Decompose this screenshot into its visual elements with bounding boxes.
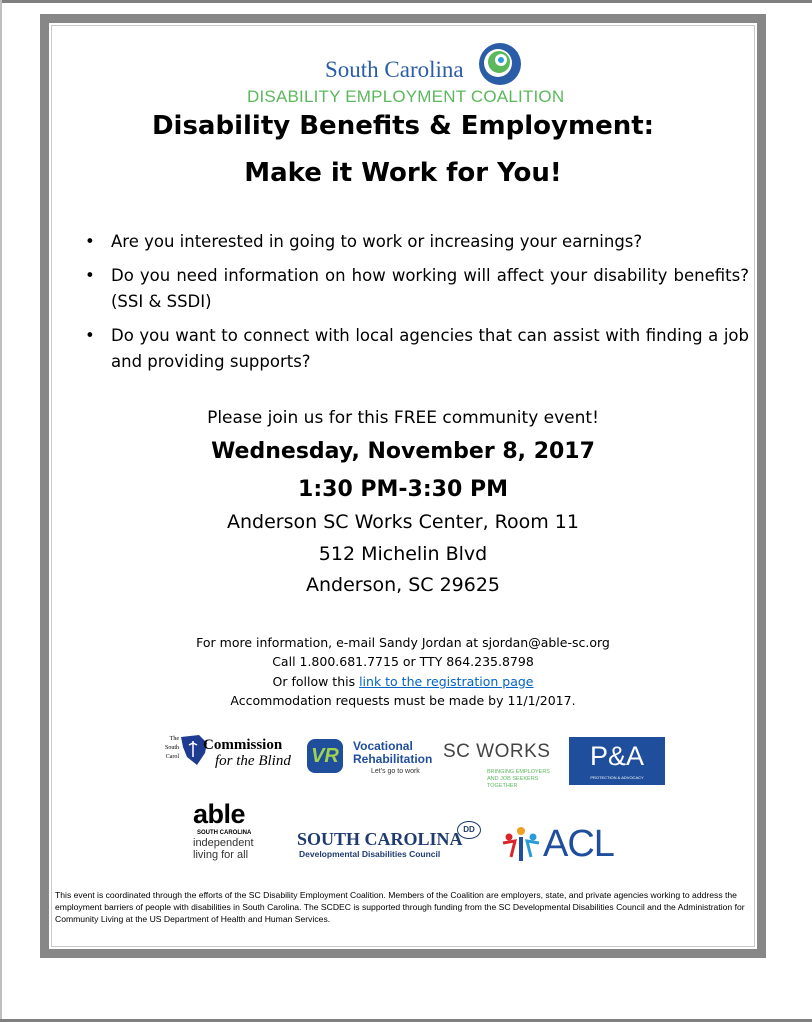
list-item: [85, 229, 749, 255]
protection-advocacy-logo: [569, 737, 665, 785]
footer-note: This event is coordinated through the efforts of the SC Disability Employment Coalition. Members of the Coalition are employers, state, and private agencies working to address the employment barriers of people with disabilities in South Carolina. The SCDEC is supported through funding from the SC Developmental Disabilities Council and the Administration for Community Living at the US Department of Health and Human Services.: [55, 890, 745, 924]
question-list: [85, 229, 749, 383]
logo-text: The: [169, 736, 179, 742]
event-venue: Anderson SC Works Center, Room 11: [227, 511, 579, 533]
vocational-rehabilitation-logo: [307, 735, 439, 779]
coalition-subtitle: DISABILITY EMPLOYMENT COALITION: [247, 87, 565, 106]
logo-text: able: [193, 799, 246, 829]
left-border: [0, 0, 2, 1022]
list-item: [85, 263, 749, 315]
follow-prefix: Or follow this: [272, 674, 360, 689]
bullet-icon: •: [85, 266, 95, 285]
bullet-icon: •: [85, 232, 95, 251]
event-city: Anderson, SC 29625: [305, 574, 501, 596]
contact-follow-line: [49, 674, 757, 689]
logo-text: Commission: [203, 737, 283, 753]
logo-text: ACL: [543, 823, 614, 865]
logo-text: BRINGING EMPLOYERS: [487, 769, 550, 775]
logo-text: living for all: [193, 849, 249, 861]
acl-people-icon: [501, 825, 541, 863]
logo-text: P&A: [589, 741, 645, 771]
coalition-name: South Carolina: [325, 57, 464, 82]
logo-text: AND JOB SEEKERS TOGETHER: [487, 776, 539, 789]
logo-text: PROTECTION & ADVOCACY: [590, 775, 644, 780]
event-date: Wednesday, November 8, 2017: [211, 439, 595, 464]
list-item: [85, 323, 749, 375]
vr-mark-icon: VR: [307, 739, 343, 773]
contact-phone-line: Call 1.800.681.7715 or TTY 864.235.8798: [272, 654, 534, 669]
contact-deadline: Accommodation requests must be made by 11/1/2017.: [230, 693, 576, 708]
document-frame: [40, 14, 766, 958]
question-text: Are you interested in going to work or increasing your earnings?: [111, 232, 643, 251]
logo-text: Developmental Disabilities Council: [299, 849, 441, 859]
acl-logo: [501, 823, 621, 869]
flyer-title-line2: Make it Work for You!: [244, 158, 562, 188]
bullet-icon: •: [85, 326, 95, 345]
coalition-logo: [247, 37, 567, 117]
event-invite: Please join us for this FREE community event!: [207, 408, 599, 428]
logo-text: Vocational: [353, 739, 413, 753]
dd-mark-icon: DD: [457, 821, 481, 839]
event-time: 1:30 PM-3:30 PM: [298, 477, 508, 502]
event-street: 512 Michelin Blvd: [318, 543, 488, 565]
commission-for-the-blind-logo: [157, 733, 303, 781]
able-south-carolina-logo: [189, 799, 289, 865]
question-text: Do you need information on how working will affect your disability benefits? (SSI & SSDI): [111, 266, 749, 311]
coalition-swirl-icon: [477, 41, 523, 87]
logo-text: Let's go to work: [371, 768, 420, 775]
logo-text: SOUTH CAROLINA: [297, 829, 463, 849]
logo-text: SC WORKS: [443, 741, 551, 762]
logo-text: South: [164, 745, 179, 751]
flyer-title-line1: Disability Benefits & Employment:: [151, 111, 655, 141]
top-border: [0, 0, 812, 3]
question-text: Do you want to connect with local agencies that can assist with finding a job and providing supports?: [111, 326, 749, 371]
logo-text: for the Blind: [215, 753, 291, 769]
sc-works-logo: [443, 735, 553, 789]
registration-link[interactable]: link to the registration page: [359, 674, 534, 689]
logo-text: SOUTH CAROLINA: [197, 830, 252, 836]
logo-text: independent: [193, 837, 254, 849]
flyer-page: [49, 23, 757, 949]
contact-email-line: For more information, e-mail Sandy Jordan at sjordan@able-sc.org: [196, 635, 610, 650]
logo-text: Rehabilitation: [353, 752, 433, 766]
sc-developmental-disabilities-council-logo: [297, 821, 493, 867]
logo-text: Carol: [165, 754, 179, 760]
